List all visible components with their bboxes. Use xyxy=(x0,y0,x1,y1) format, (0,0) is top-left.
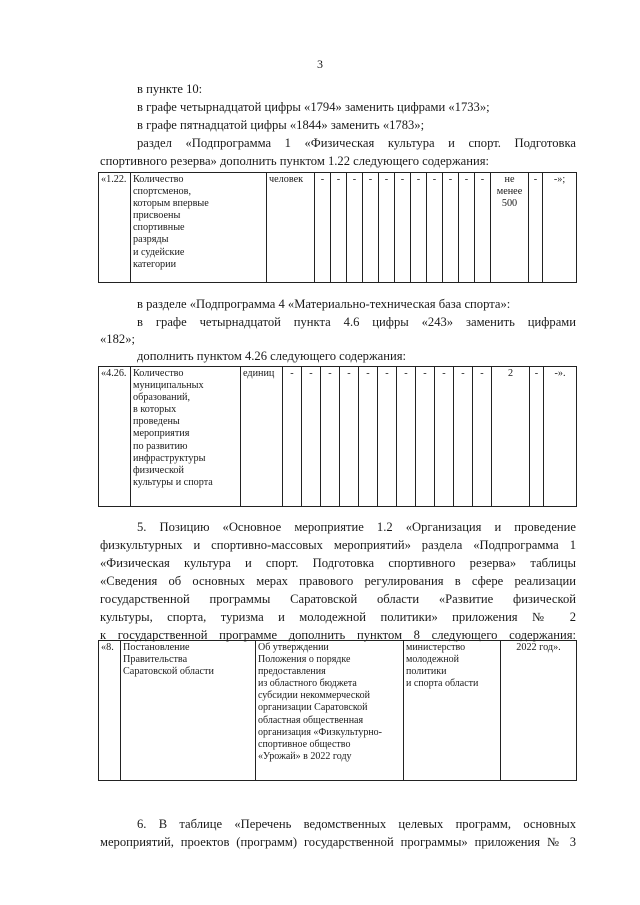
text-line: в графе четырнадцатой пункта 4.6 цифры «243» заменить цифрами xyxy=(137,315,576,329)
cell-dash: - xyxy=(315,173,331,283)
document-subject: Об утверждении Положения о порядке предоставления из областного бюджета субсидии некоммерческой организации Саратовской областная общественная организация «Физкультурно- спортивное общество «Урожай» в 2022 году xyxy=(256,641,404,781)
text-line: дополнить пунктом 4.26 следующего содержания: xyxy=(137,349,407,363)
cell-dash: - xyxy=(331,173,347,283)
cell-dash: - xyxy=(379,173,395,283)
item-number: «1.22. xyxy=(99,173,131,283)
cell-dash: - xyxy=(363,173,379,283)
cell-dash: - xyxy=(435,367,454,507)
indicator-table-4-26 xyxy=(98,366,577,507)
text-line: «Сведения об основных мерах правового регулирования в сфере реализации xyxy=(100,574,576,588)
cell-last: -». xyxy=(544,367,577,507)
text-line: в пункте 10: xyxy=(137,82,203,96)
cell-dash: - xyxy=(443,173,459,283)
page-number: 3 xyxy=(317,57,323,71)
cell-dash: - xyxy=(416,367,435,507)
text-line: 5. Позицию «Основное мероприятие 1.2 «Организация и проведение xyxy=(137,520,576,534)
text-line: раздел «Подпрограмма 1 «Физическая культура и спорт. Подготовка xyxy=(137,136,576,150)
item-number: «8. xyxy=(99,641,121,781)
cell-dash: - xyxy=(397,367,416,507)
cell-dash: - xyxy=(454,367,473,507)
cell-dash: - xyxy=(321,367,340,507)
item-number: «4.26. xyxy=(99,367,131,507)
document-type: Постановление Правительства Саратовской области xyxy=(121,641,256,781)
cell-dash: - xyxy=(395,173,411,283)
cell-dash: - xyxy=(530,367,544,507)
unit: человек xyxy=(267,173,315,283)
text-line: в графе четырнадцатой цифры «1794» заменить цифрами «1733»; xyxy=(137,100,490,114)
cell-dash: - xyxy=(473,367,492,507)
text-line: «182»; xyxy=(100,332,135,346)
text-line: «Физическая культура и спорт. Подготовка спортивного резерва» таблицы xyxy=(100,556,576,570)
indicator-name: Количество спортсменов, которым впервые присвоены спортивные разряды и судейские категории xyxy=(131,173,267,283)
cell-dash: - xyxy=(302,367,321,507)
target-value: не менее 500 xyxy=(491,173,529,283)
cell-dash: - xyxy=(529,173,543,283)
cell-dash: - xyxy=(411,173,427,283)
cell-dash: - xyxy=(359,367,378,507)
cell-dash: - xyxy=(378,367,397,507)
text-line: в графе пятнадцатой цифры «1844» заменить «1783»; xyxy=(137,118,425,132)
indicator-table-1-22 xyxy=(98,172,577,283)
cell-dash: - xyxy=(475,173,491,283)
adoption-year: 2022 год». xyxy=(501,641,577,781)
text-line: к государственной программе дополнить пунктом 8 следующего содержания: xyxy=(100,628,576,642)
cell-last: -»; xyxy=(543,173,577,283)
text-line: в разделе «Подпрограмма 4 «Материально-техническая база спорта»: xyxy=(137,297,511,311)
regulation-table xyxy=(98,640,577,781)
text-line: спортивного резерва» дополнить пунктом 1.22 следующего содержания: xyxy=(100,154,490,168)
text-line: 6. В таблице «Перечень ведомственных целевых программ, основных xyxy=(137,817,576,831)
text-line: государственной программы Саратовской области «Развитие физической xyxy=(100,592,576,606)
executor: министерство молодежной политики и спорта области xyxy=(404,641,501,781)
unit: единиц xyxy=(241,367,283,507)
target-value: 2 xyxy=(492,367,530,507)
cell-dash: - xyxy=(427,173,443,283)
text-line: культуры, спорта, туризма и молодежной политики» приложения № 2 xyxy=(100,610,576,624)
cell-dash: - xyxy=(283,367,302,507)
cell-dash: - xyxy=(340,367,359,507)
text-line: физкультурных и спортивно-массовых мероприятий» раздела «Подпрограмма 1 xyxy=(100,538,576,552)
text-line: мероприятий, проектов (программ) государственной программы» приложения № 3 xyxy=(100,835,576,849)
cell-dash: - xyxy=(347,173,363,283)
indicator-name: Количество муниципальных образований, в которых проведены мероприятия по развитию инфраструктуры физической культуры и спорта xyxy=(131,367,241,507)
cell-dash: - xyxy=(459,173,475,283)
